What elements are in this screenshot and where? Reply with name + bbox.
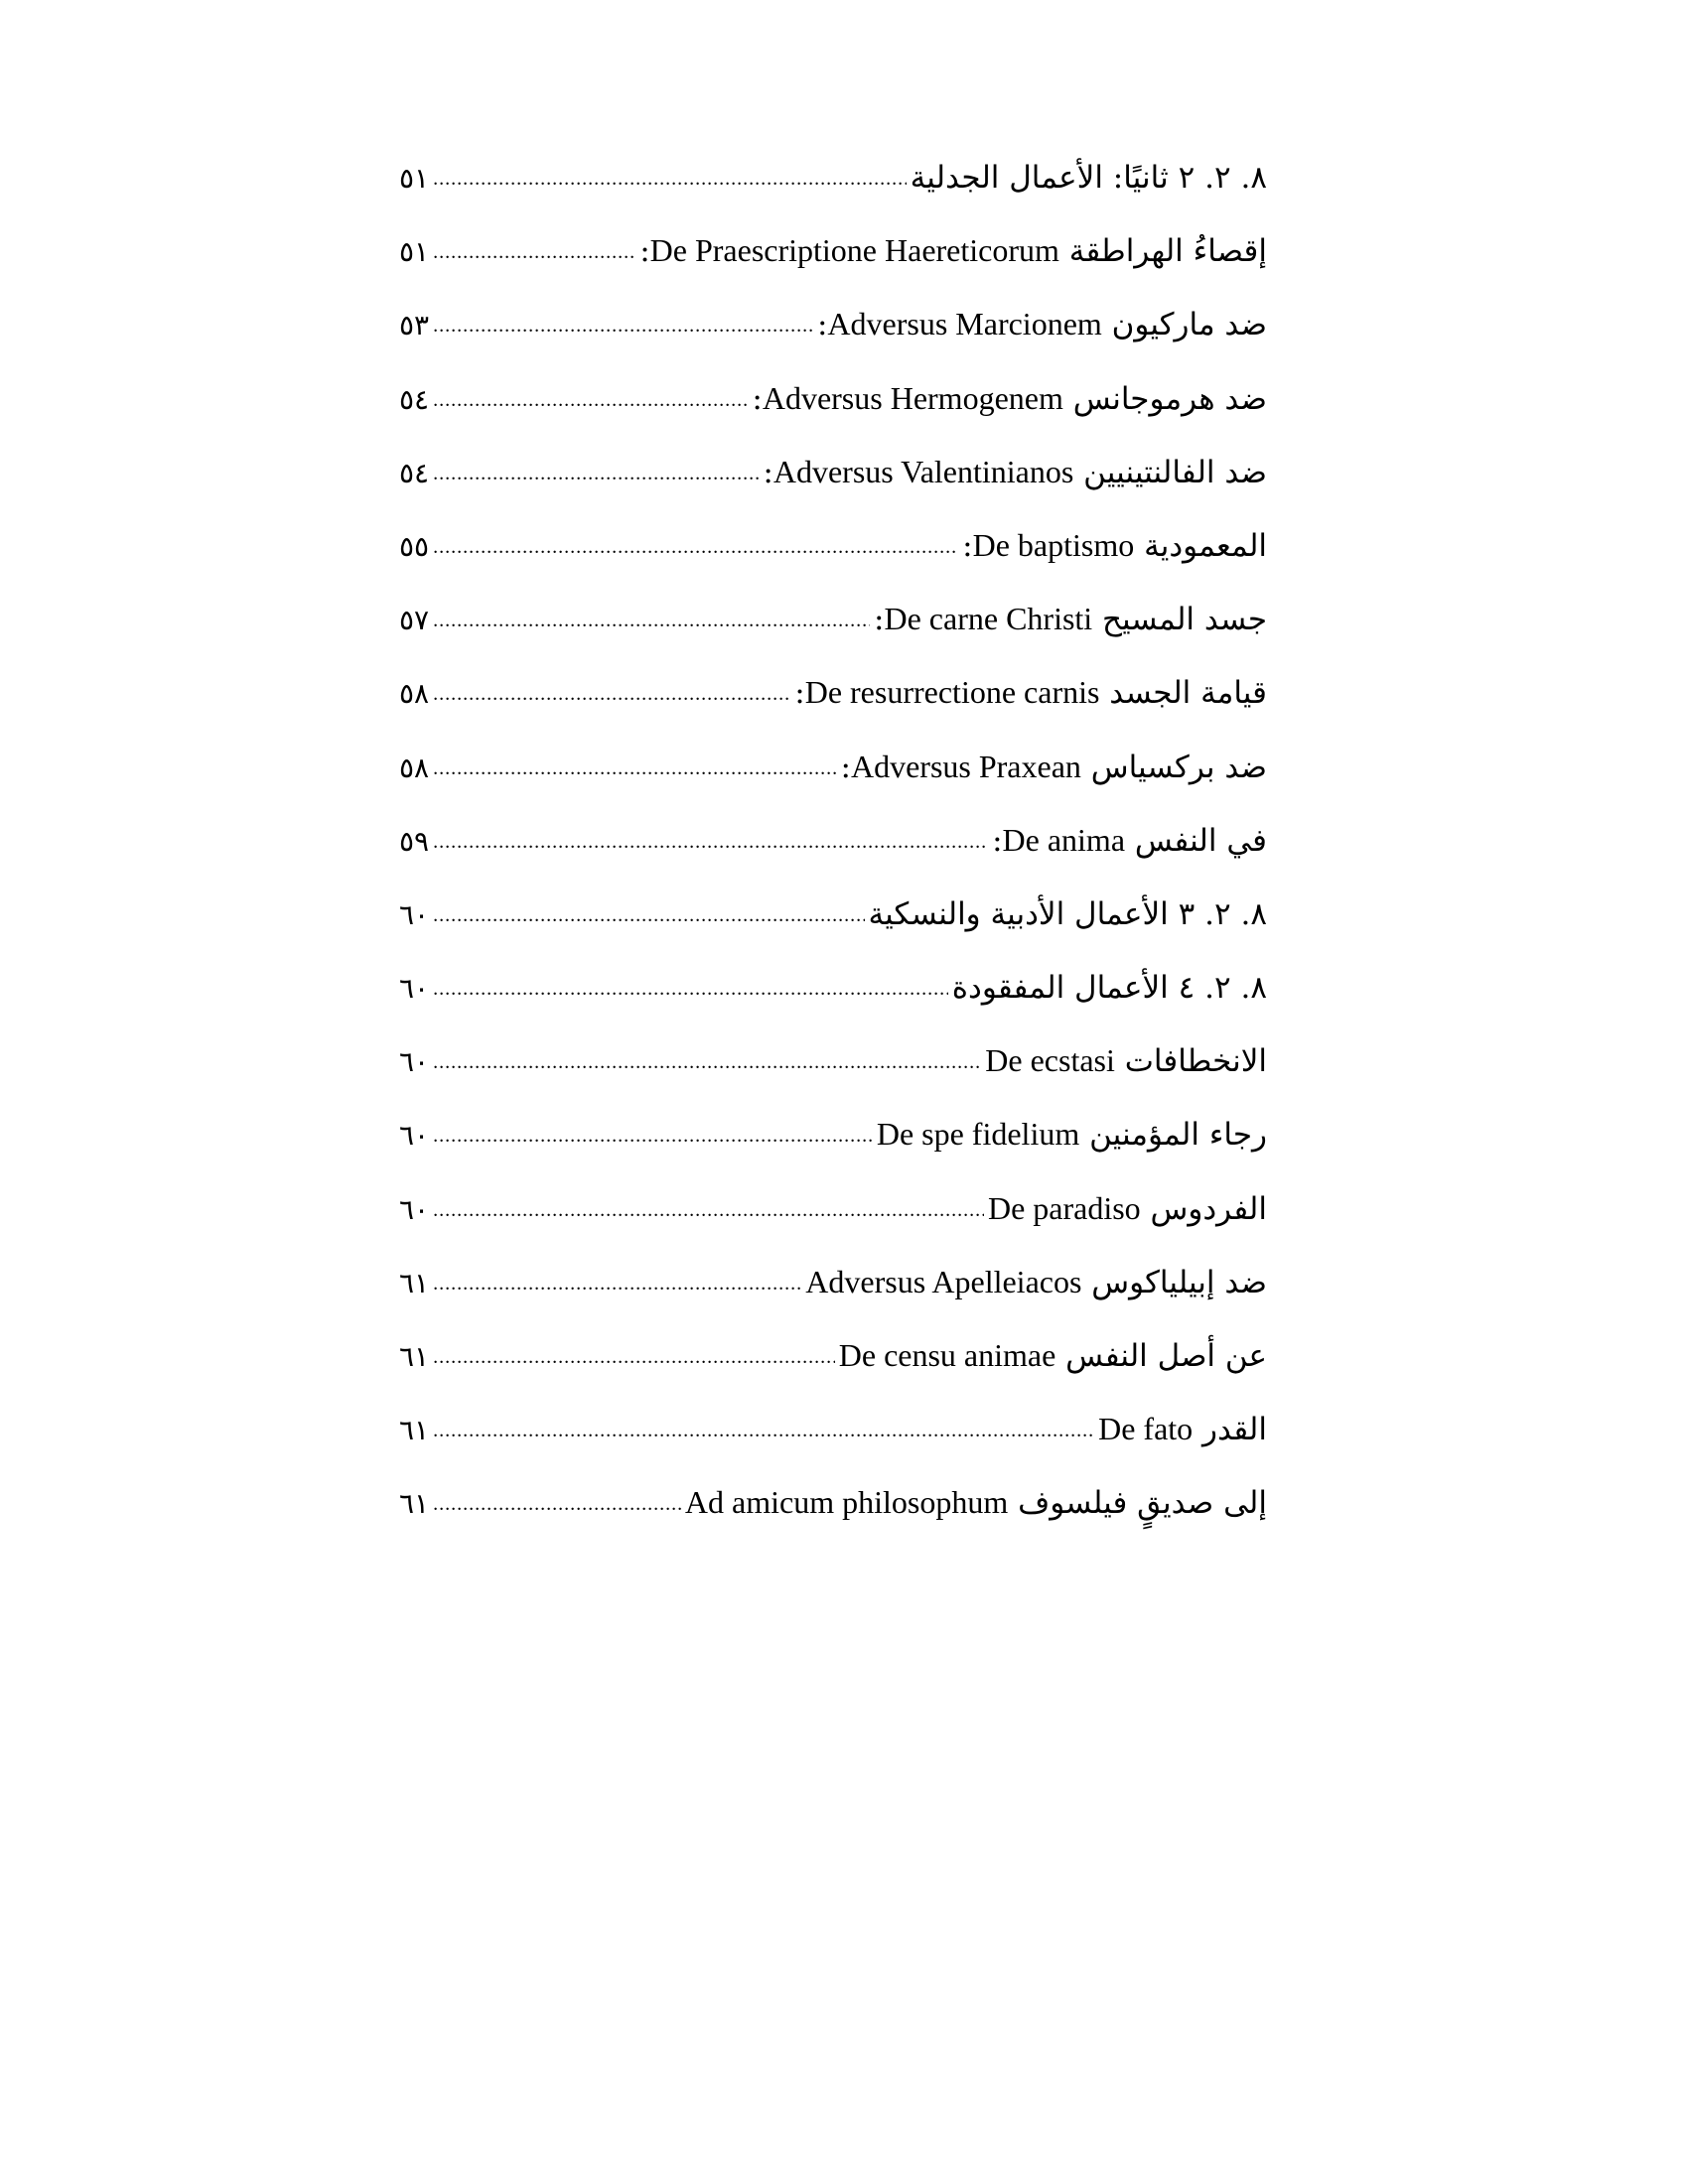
toc-entry-title (988, 1188, 1267, 1229)
toc-entry (399, 452, 1267, 525)
toc-entry (399, 599, 1267, 672)
dot-leader (433, 380, 748, 420)
toc-entry-arabic-title: في النفس (1125, 822, 1267, 859)
toc-entry-separator: : (763, 454, 774, 490)
toc-entry-separator: : (816, 307, 828, 343)
toc-entry (399, 1482, 1267, 1556)
toc-page-number: ٥٤ (399, 382, 430, 416)
toc-entry-title (992, 820, 1267, 861)
toc-entry-title (763, 452, 1267, 492)
toc-entry-title (685, 1482, 1267, 1523)
toc-page-number: ٦٠ (399, 972, 430, 1006)
toc-entry-latin-title: Adversus Marcionem (827, 306, 1102, 342)
toc-entry-separator: : (639, 233, 650, 270)
toc-page-number: ٦٠ (399, 897, 430, 931)
toc-page-number: ٥٥ (399, 529, 430, 563)
toc-entry (399, 1262, 1267, 1335)
toc-entry-separator: : (794, 675, 805, 712)
toc-page-number: ٥١ (399, 235, 430, 269)
toc-entry-separator: : (962, 527, 973, 564)
toc-entry-title (639, 230, 1267, 271)
toc-entry (399, 230, 1267, 304)
toc-entry (399, 157, 1267, 230)
toc-page-number: ٦٠ (399, 1045, 430, 1079)
toc-page-number: ٥٨ (399, 677, 430, 711)
dot-leader (433, 674, 790, 714)
dot-leader (433, 306, 813, 345)
toc-entry-latin-title: De paradiso (987, 1189, 1141, 1226)
toc-page-number: ٥٣ (399, 309, 430, 342)
toc-page-number: ٦١ (399, 1487, 430, 1521)
toc-entry (399, 1188, 1267, 1262)
dot-leader (433, 601, 870, 640)
toc-entry-title (752, 378, 1267, 419)
toc-entry-title (874, 599, 1267, 639)
table-of-contents (399, 157, 1267, 1557)
toc-entry-separator: : (840, 749, 851, 785)
toc-entry-latin-title: Adversus Praxean (850, 748, 1081, 784)
toc-entry-title (877, 1114, 1267, 1155)
toc-entry-arabic-title: المعمودية (1134, 527, 1267, 564)
toc-entry (399, 672, 1267, 746)
dot-leader (433, 895, 864, 935)
toc-entry-title (985, 1040, 1267, 1081)
toc-entry-latin-title: De spe fidelium (876, 1116, 1080, 1153)
toc-entry-latin-title: De baptismo (972, 526, 1135, 563)
toc-entry-title (911, 157, 1267, 198)
dot-leader (433, 749, 836, 788)
toc-entry-latin-title: De censu animae (838, 1337, 1056, 1373)
toc-entry-title (805, 1262, 1267, 1302)
toc-entry-title (869, 893, 1267, 934)
toc-entry-arabic-title: رجاء المؤمنين (1079, 1117, 1267, 1154)
toc-entry-arabic-title: الفردوس (1140, 1190, 1267, 1227)
toc-page-number: ٥١ (399, 162, 430, 195)
toc-entry-arabic-title: قيامة الجسد (1099, 675, 1267, 712)
toc-page-number: ٦١ (399, 1414, 430, 1447)
dot-leader (433, 1484, 681, 1524)
toc-entry (399, 967, 1267, 1040)
toc-entry-arabic-title: عن أصل النفس (1055, 1338, 1267, 1374)
toc-entry-arabic-title: جسد المسيح (1092, 602, 1267, 638)
toc-entry (399, 820, 1267, 893)
toc-entry-separator: : (992, 822, 1003, 859)
toc-page-number: ٦١ (399, 1340, 430, 1373)
toc-entry-title (952, 967, 1267, 1008)
dot-leader (433, 1190, 984, 1230)
dot-leader (433, 1264, 801, 1303)
dot-leader (433, 969, 948, 1009)
toc-entry-separator: : (874, 602, 885, 638)
dot-leader (433, 1337, 835, 1377)
toc-entry (399, 1114, 1267, 1187)
toc-entry-arabic-title: ضد الفالنتينيين (1073, 454, 1267, 490)
toc-entry (399, 1040, 1267, 1114)
toc-entry-latin-title: Adversus Apelleiacos (805, 1263, 1082, 1299)
dot-leader (433, 159, 907, 199)
toc-entry-latin-title: De resurrectione carnis (804, 674, 1100, 711)
toc-entry-title (839, 1335, 1267, 1376)
toc-entry-arabic-title: ٨. ٢. ٤ الأعمال المفقودة (951, 970, 1267, 1007)
toc-entry (399, 525, 1267, 599)
toc-entry-latin-title: De Praescriptione Haereticorum (649, 232, 1059, 269)
toc-entry-title (841, 747, 1267, 787)
toc-entry-arabic-title: ضد إبيلياكوس (1081, 1264, 1267, 1300)
toc-entry-latin-title: De fato (1098, 1411, 1194, 1447)
toc-entry-arabic-title: إلى صديقٍ فيلسوف (1008, 1485, 1267, 1522)
toc-entry (399, 304, 1267, 377)
toc-entry-latin-title: Adversus Valentinianos (773, 453, 1074, 489)
toc-page-number: ٥٩ (399, 824, 430, 858)
toc-entry-arabic-title: ٨. ٢. ٣ الأعمال الأدبية والنسكية (868, 895, 1267, 932)
toc-entry-arabic-title: إقصاءُ الهراطقة (1058, 233, 1267, 270)
toc-entry-latin-title: Adversus Hermogenem (762, 379, 1063, 416)
toc-entry (399, 893, 1267, 967)
toc-entry-title (1098, 1409, 1267, 1449)
dot-leader (433, 1116, 873, 1156)
toc-entry (399, 378, 1267, 452)
toc-entry (399, 747, 1267, 820)
dot-leader (433, 527, 958, 567)
toc-entry-latin-title: Ad amicum philosophum (684, 1484, 1009, 1521)
toc-entry-title (962, 525, 1267, 566)
dot-leader (433, 1042, 981, 1082)
toc-entry-arabic-title: ضد بركسياس (1080, 749, 1267, 785)
toc-page-number: ٥٧ (399, 604, 430, 637)
toc-entry-arabic-title: ٨. ٢. ٢ ثانيًا: الأعمال الجدلية (910, 160, 1267, 196)
toc-page-number: ٥٤ (399, 456, 430, 489)
toc-entry-latin-title: De anima (1002, 821, 1126, 858)
toc-page-number: ٦٠ (399, 1192, 430, 1226)
dot-leader (433, 822, 988, 862)
toc-entry-title (794, 672, 1267, 713)
dot-leader (433, 1411, 1094, 1450)
toc-entry-arabic-title: ضد هرموجانس (1062, 380, 1267, 417)
toc-entry-arabic-title: القدر (1193, 1412, 1267, 1448)
toc-entry-latin-title: De ecstasi (985, 1042, 1115, 1079)
toc-entry (399, 1409, 1267, 1482)
toc-entry-arabic-title: ضد ماركيون (1101, 307, 1267, 343)
dot-leader (433, 454, 759, 493)
toc-page-number: ٥٨ (399, 751, 430, 784)
toc-entry (399, 1335, 1267, 1409)
dot-leader (433, 232, 635, 272)
toc-page-number: ٦١ (399, 1266, 430, 1299)
toc-entry-title (817, 304, 1267, 344)
toc-page-number: ٦٠ (399, 1119, 430, 1153)
toc-entry-arabic-title: الانخطافات (1114, 1043, 1267, 1080)
toc-entry-latin-title: De carne Christi (884, 601, 1093, 637)
toc-entry-separator: : (752, 380, 763, 417)
